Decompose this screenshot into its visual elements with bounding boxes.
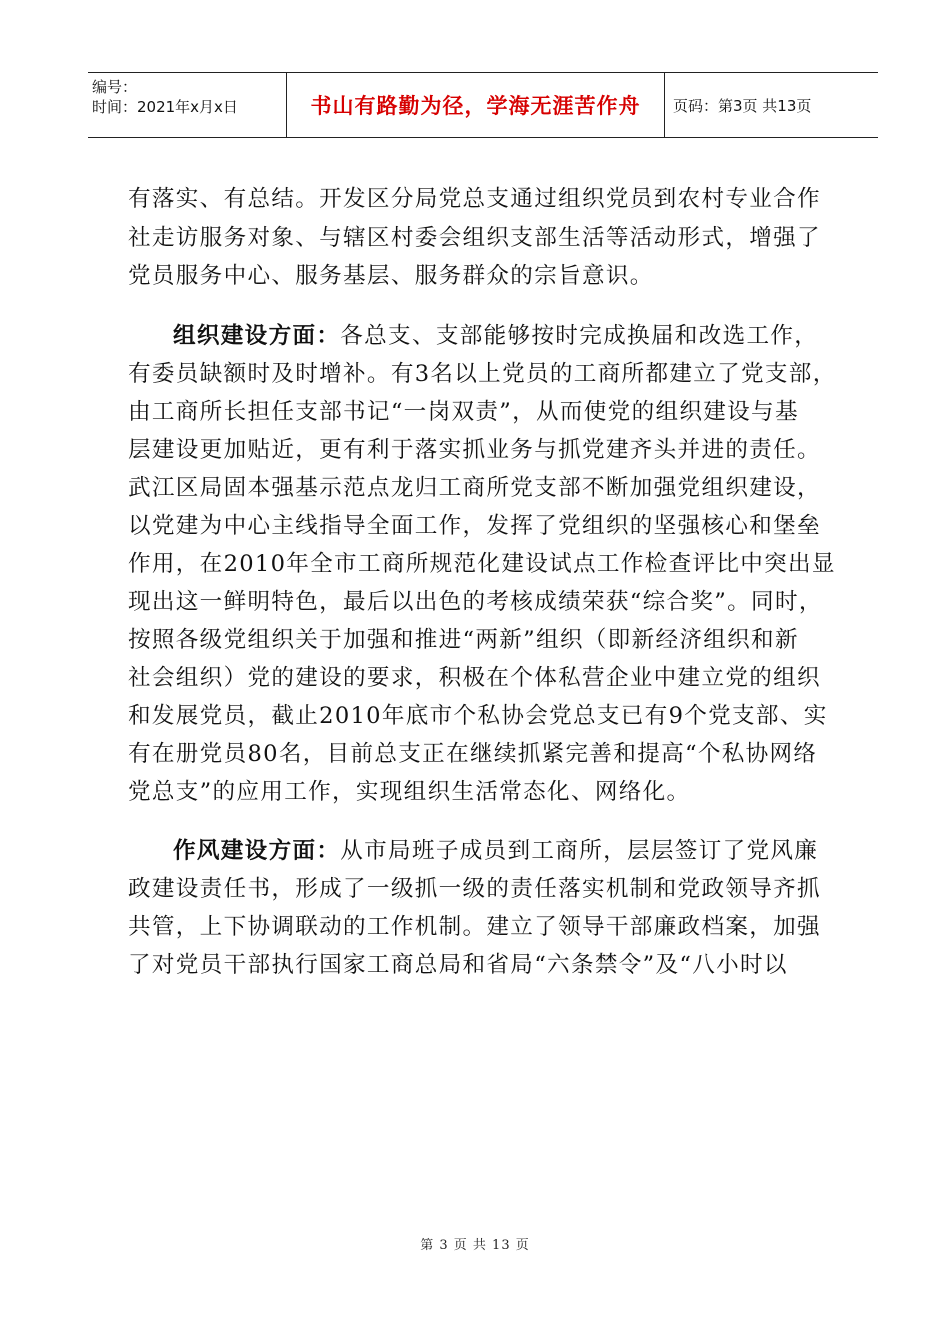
text-segment: 各总支、支部能够按时完成换届和改选工作，: [340, 322, 819, 349]
text-line: 由工商所长担任支部书记“一岗双责”，从而使党的组织建设与基: [128, 398, 799, 425]
text-line: 和发展党员，截止2010年底市个私协会党总支已有9个党支部、实: [128, 702, 828, 729]
text-segment: 从市局班子成员到工商所，层层签订了党风廉: [340, 837, 819, 864]
text-line: 有在册党员80名，目前总支正在继续抓紧完善和提高“个私协网络: [128, 740, 818, 767]
header-page-info: 页码：第3页 共13页: [673, 96, 812, 115]
paragraph-continuation: [128, 180, 858, 296]
text-line: 共管，上下协调联动的工作机制。建立了领导干部廉政档案，加强: [128, 913, 821, 940]
text-line: 有委员缺额时及时增补。有3名以上党员的工商所都建立了党支部，: [128, 360, 837, 387]
text-line: 作用，在2010年全市工商所规范化建设试点工作检查评比中突出显: [128, 550, 836, 577]
text-line: 按照各级党组织关于加强和推进“两新”组织（即新经济组织和新: [128, 626, 799, 653]
text-line: 有落实、有总结。开发区分局党总支通过组织党员到农村专业合作: [128, 186, 821, 212]
text-line: 层建设更加贴近，更有利于落实抓业务与抓党建齐头并进的责任。: [128, 436, 821, 463]
text-line-first: [128, 832, 858, 870]
text-line: 社走访服务对象、与辖区村委会组织支部生活等活动形式，增强了: [128, 224, 821, 251]
header-motto-cell: [287, 73, 665, 137]
text-line: 以党建为中心主线指导全面工作，发挥了党组织的坚强核心和堡垒: [128, 512, 821, 539]
header-motto: 书山有路勤为径，学海无涯苦作舟: [310, 94, 641, 118]
text-line: 党员服务中心、服务基层、服务群众的宗旨意识。: [128, 263, 654, 289]
text-line: 政建设责任书，形成了一级抓一级的责任落实机制和党政领导齐抓: [128, 875, 821, 902]
paragraph-work-style: [128, 832, 858, 984]
text-line: 党总支”的应用工作，实现组织生活常态化、网络化。: [128, 778, 691, 805]
paragraph-heading: 组织建设方面：: [173, 322, 341, 349]
document-number-label: 编号：: [92, 78, 138, 96]
document-body: [128, 180, 858, 1005]
paragraph-heading: 作风建设方面：: [173, 837, 341, 864]
document-time-label: 时间：2021年x月x日: [92, 98, 238, 116]
page-header: [88, 72, 878, 138]
footer-page-number: 第 3 页 共 13 页: [420, 1238, 530, 1253]
text-line: 武江区局固本强基示范点龙归工商所党支部不断加强党组织建设，: [128, 474, 821, 501]
text-line: 了对党员干部执行国家工商总局和省局“六条禁令”及“八小时以: [128, 951, 788, 978]
header-meta: [88, 73, 287, 137]
header-page-info-cell: [665, 73, 878, 137]
text-line: 现出这一鲜明特色，最后以出色的考核成绩荣获“综合奖”。同时，: [128, 588, 823, 615]
paragraph-organization: [128, 317, 858, 811]
page-footer: [0, 1234, 950, 1253]
text-line: 社会组织）党的建设的要求，积极在个体私营企业中建立党的组织: [128, 664, 821, 691]
text-line-first: [128, 317, 858, 355]
